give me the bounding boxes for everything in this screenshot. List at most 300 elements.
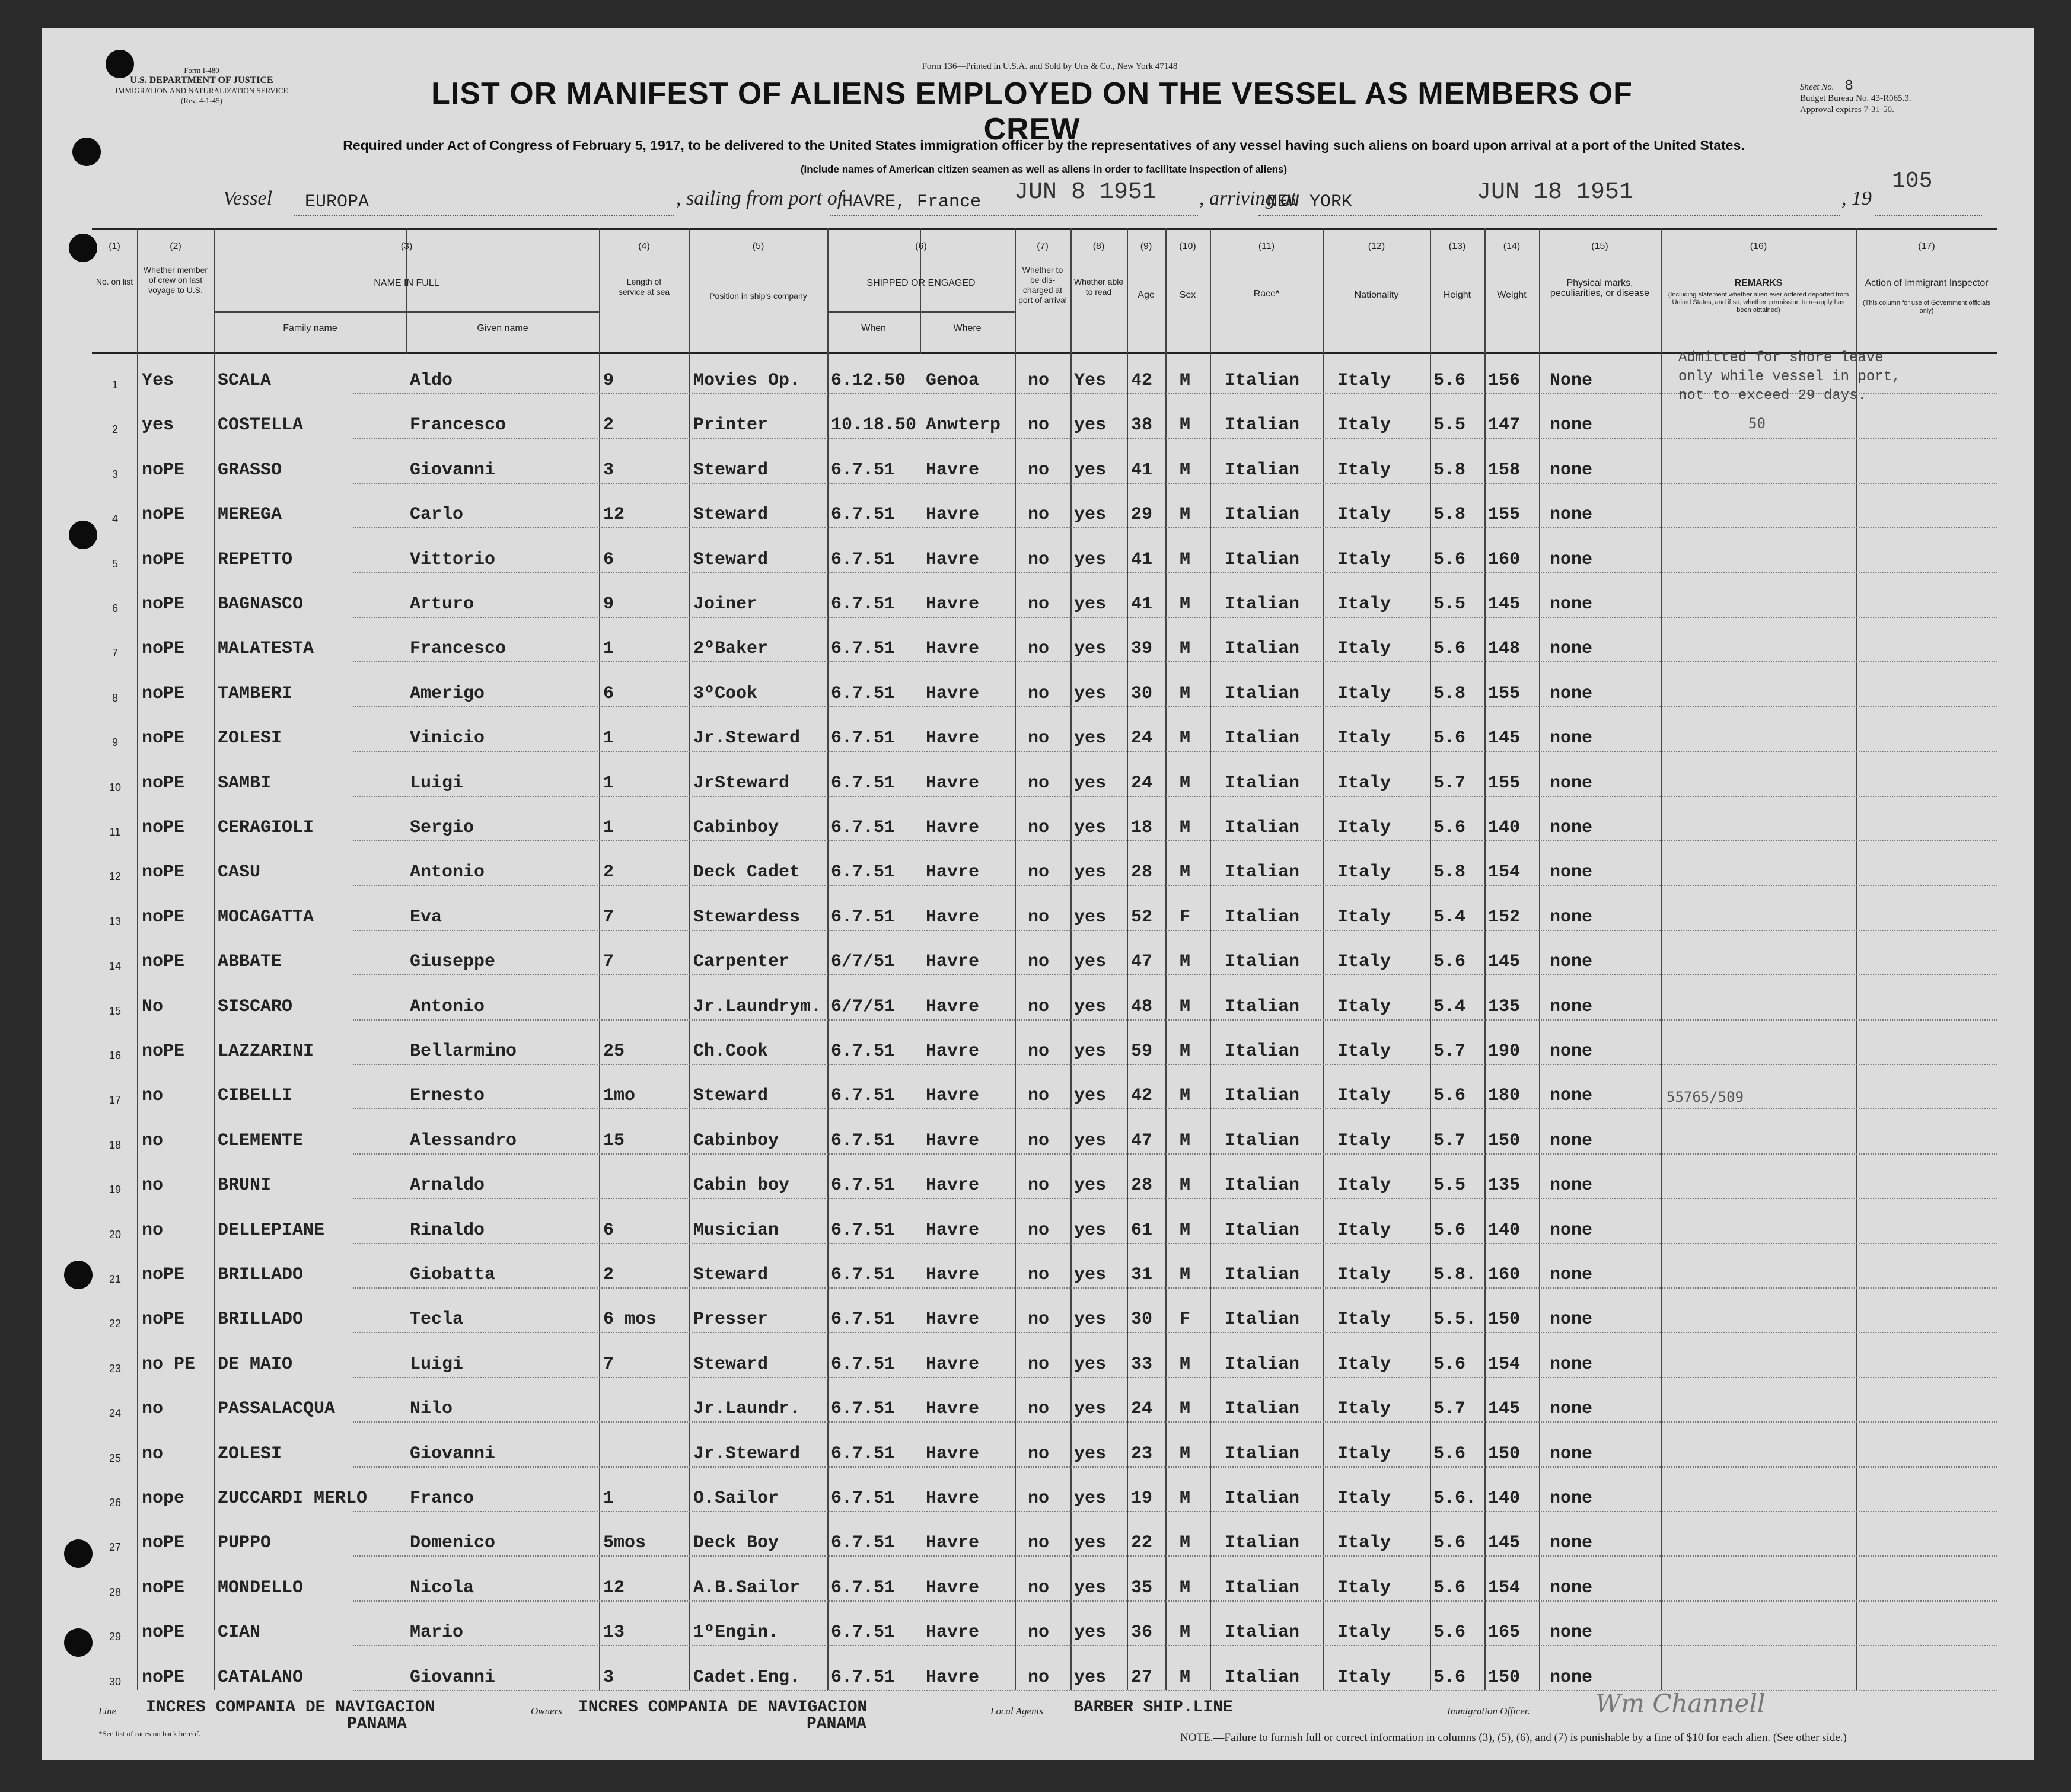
row-number: 15 (109, 1005, 122, 1017)
col-number: (1) (109, 241, 120, 251)
cell-where: Havre (926, 1220, 980, 1241)
cell-prev: no (142, 1130, 164, 1151)
cell-weight: 150 (1488, 1443, 1521, 1464)
cell-marks: none (1550, 639, 1593, 659)
cell-where: Havre (926, 1577, 980, 1598)
cell-weight: 154 (1488, 1577, 1521, 1598)
cell-race: Italian (1225, 1265, 1300, 1285)
inspector-signature: Wm Channell (1595, 1689, 1766, 1718)
cell-given: Giobatta (410, 1265, 496, 1285)
cell-age: 47 (1131, 952, 1153, 972)
cell-height: 5.6. (1433, 1488, 1477, 1509)
cell-weight: 140 (1488, 1488, 1521, 1509)
cell-given: Domenico (410, 1533, 496, 1554)
cell-marks: none (1550, 415, 1593, 436)
cell-read: yes (1074, 773, 1107, 793)
cell-weight: 155 (1488, 773, 1521, 793)
col-age: Age (1138, 290, 1155, 300)
cell-nat: Italy (1337, 1220, 1391, 1241)
cell-given: Tecla (410, 1309, 464, 1330)
cell-height: 5.5. (1433, 1309, 1477, 1330)
cell-disch: no (1028, 415, 1050, 436)
cell-given: Vinicio (410, 728, 485, 749)
cell-height: 5.6 (1433, 952, 1466, 972)
cell-read: yes (1074, 639, 1107, 659)
cell-read: yes (1074, 505, 1107, 525)
table-row (92, 1606, 1997, 1651)
cell-position: Printer (693, 415, 769, 436)
cell-when: 6.7.51 (831, 1041, 896, 1061)
cell-when: 6.7.51 (831, 1086, 896, 1107)
col-number: (8) (1092, 241, 1105, 251)
cell-age: 36 (1131, 1622, 1153, 1643)
table-row (92, 1561, 1997, 1606)
fine-note: NOTE.—Failure to furnish full or correct information in columns (3), (5), (6), and (7) is punishable by a fine of $10 for each alien. (See other side.) (1180, 1732, 1847, 1744)
cell-when: 6.7.51 (831, 1354, 896, 1375)
cell-nat: Italy (1337, 1533, 1391, 1554)
col-length-of-service: Length of service at sea (618, 277, 670, 296)
cell-service: 1 (603, 639, 614, 659)
cell-race: Italian (1225, 1041, 1300, 1061)
cell-read: yes (1074, 907, 1107, 927)
cell-family: ZOLESI (218, 728, 282, 749)
cell-service: 2 (603, 1265, 614, 1285)
cell-family: PASSALACQUA (218, 1399, 336, 1420)
cell-marks: none (1550, 1220, 1593, 1241)
cell-age: 23 (1131, 1443, 1153, 1464)
cell-disch: no (1028, 996, 1050, 1017)
cell-height: 5.6 (1433, 371, 1466, 391)
cell-where: Genoa (926, 371, 980, 391)
cell-given: Sergio (410, 818, 474, 838)
cell-age: 42 (1131, 371, 1153, 391)
col-number: (12) (1368, 241, 1385, 251)
cell-read: yes (1074, 1265, 1107, 1285)
line-value: INCRES COMPANIA DE NAVIGACION (146, 1698, 435, 1717)
cell-height: 5.6 (1433, 639, 1466, 659)
cell-service: 7 (603, 1354, 614, 1375)
cell-position: Steward (693, 1354, 769, 1375)
cell-read: yes (1074, 1086, 1107, 1107)
cell-disch: no (1028, 549, 1050, 570)
cell-when: 6.7.51 (831, 594, 896, 614)
cell-prev: noPE (142, 818, 185, 838)
cell-race: Italian (1225, 1577, 1300, 1598)
cell-disch: no (1028, 1175, 1050, 1196)
cell-nat: Italy (1337, 1622, 1391, 1643)
table-row (92, 1338, 1997, 1383)
col-nationality: Nationality (1354, 290, 1399, 300)
cell-disch: no (1028, 1130, 1050, 1151)
cell-prev: noPE (142, 1667, 185, 1688)
row-number: 20 (109, 1228, 122, 1241)
cell-disch: no (1028, 371, 1050, 391)
col-remarks: REMARKS (1734, 278, 1783, 288)
cell-race: Italian (1225, 996, 1300, 1017)
col-number: (15) (1591, 241, 1608, 251)
cell-position: Jr.Steward (693, 728, 801, 749)
cell-age: 48 (1131, 996, 1153, 1017)
cell-sex: M (1180, 1130, 1191, 1151)
cell-family: MOCAGATTA (218, 907, 314, 927)
cell-given: Rinaldo (410, 1220, 485, 1241)
cell-race: Italian (1225, 1354, 1300, 1375)
cell-prev: no (142, 1399, 164, 1420)
cell-position: Carpenter (693, 952, 790, 972)
cell-service: 1 (603, 728, 614, 749)
cell-disch: no (1028, 1265, 1050, 1285)
cell-age: 31 (1131, 1265, 1153, 1285)
cell-race: Italian (1225, 1443, 1300, 1464)
owners-label: Owners (531, 1705, 562, 1717)
cell-service: 2 (603, 415, 614, 436)
cell-given: Carlo (410, 505, 464, 525)
cell-age: 24 (1131, 1399, 1153, 1420)
table-row (92, 935, 1997, 980)
cell-prev: noPE (142, 460, 185, 480)
col-sex: Sex (1179, 290, 1196, 300)
cell-weight: 135 (1488, 996, 1521, 1017)
cell-race: Italian (1225, 1622, 1300, 1643)
cell-race: Italian (1225, 773, 1300, 793)
cell-position: Cadet.Eng. (693, 1667, 801, 1688)
cell-service: 3 (603, 1667, 614, 1688)
cell-sex: M (1180, 1667, 1191, 1688)
cell-sex: M (1180, 1265, 1191, 1285)
cell-disch: no (1028, 1399, 1050, 1420)
cell-marks: none (1550, 952, 1593, 972)
cell-prev: noPE (142, 952, 185, 972)
cell-sex: M (1180, 1086, 1191, 1107)
cell-service: 5mos (603, 1533, 646, 1554)
cell-family: SAMBI (218, 773, 272, 793)
cell-height: 5.6 (1433, 1443, 1466, 1464)
arrival-date-stamp: JUN 18 1951 (1477, 179, 1634, 206)
cell-prev: noPE (142, 639, 185, 659)
remarks-note: Admitted for shore leave only while vessel in port, not to exceed 29 days. (1678, 350, 1901, 404)
cell-where: Havre (926, 549, 980, 570)
cell-where: Havre (926, 1265, 980, 1285)
cell-race: Italian (1225, 818, 1300, 838)
cell-height: 5.7 (1433, 1041, 1466, 1061)
requirement-text: Required under Act of Congress of February 5, 1917, to be delivered to the United States immigration officer by the representatives of any vessel having such aliens on board upon arrival at a port of the United States. (343, 138, 1745, 153)
table-row (92, 891, 1997, 936)
cell-age: 47 (1131, 1130, 1153, 1151)
cell-height: 5.6 (1433, 1354, 1466, 1375)
cell-read: yes (1074, 1220, 1107, 1241)
cell-marks: none (1550, 505, 1593, 525)
table-row (92, 1516, 1997, 1561)
cell-race: Italian (1225, 728, 1300, 749)
cell-when: 6.7.51 (831, 1622, 896, 1643)
cell-marks: none (1550, 1309, 1593, 1330)
col-inspector-subtext: (This column for use of Government officials only) (1863, 299, 1990, 314)
cell-position: Jr.Laundr. (693, 1399, 801, 1420)
cell-prev: no (142, 1086, 164, 1107)
cell-where: Havre (926, 460, 980, 480)
cell-sex: M (1180, 460, 1191, 480)
col-number: (14) (1503, 241, 1521, 251)
cell-age: 28 (1131, 1175, 1153, 1196)
cell-sex: M (1180, 505, 1191, 525)
col-position: Position in ship's company (709, 291, 807, 301)
row-number: 14 (109, 960, 122, 972)
col-number: (16) (1750, 241, 1767, 251)
cell-race: Italian (1225, 1130, 1300, 1151)
cell-when: 6.7.51 (831, 505, 896, 525)
col-number: (7) (1037, 241, 1049, 251)
budget-bureau: Budget Bureau No. 43-R065.3. (1800, 94, 1911, 103)
sheet-info (1800, 78, 1978, 116)
cell-where: Havre (926, 1443, 980, 1464)
cell-where: Havre (926, 1399, 980, 1420)
cell-position: Presser (693, 1309, 769, 1330)
cell-marks: none (1550, 1086, 1593, 1107)
crew-manifest-table (92, 228, 1997, 1690)
departure-date-stamp: JUN 8 1951 (1014, 179, 1157, 206)
cell-nat: Italy (1337, 1175, 1391, 1196)
cell-disch: no (1028, 1577, 1050, 1598)
cell-sex: M (1180, 1220, 1191, 1241)
cell-where: Havre (926, 818, 980, 838)
cell-family: MONDELLO (218, 1577, 304, 1598)
row-number: 21 (109, 1273, 122, 1285)
cell-age: 24 (1131, 773, 1153, 793)
cell-weight: 158 (1488, 460, 1521, 480)
row-number: 27 (109, 1541, 122, 1554)
cell-given: Giovanni (410, 1667, 496, 1688)
col-no-on-list: No. on list (95, 277, 133, 286)
cell-read: yes (1074, 996, 1107, 1017)
row-number: 10 (109, 781, 122, 793)
row-number: 22 (109, 1318, 122, 1330)
table-row (92, 1472, 1997, 1517)
table-row (92, 801, 1997, 846)
cell-race: Italian (1225, 460, 1300, 480)
cell-race: Italian (1225, 1399, 1300, 1420)
form-id: Form I-480 (184, 66, 219, 75)
cell-service: 6 (603, 683, 614, 704)
cell-where: Havre (926, 505, 980, 525)
cell-weight: 154 (1488, 1354, 1521, 1375)
cell-service: 2 (603, 862, 614, 883)
cell-prev: No (142, 996, 164, 1017)
cell-given: Francesco (410, 639, 506, 659)
cell-marks: none (1550, 728, 1593, 749)
cell-sex: M (1180, 1488, 1191, 1509)
cell-disch: no (1028, 1667, 1050, 1688)
cell-prev: noPE (142, 1533, 185, 1554)
cell-weight: 160 (1488, 549, 1521, 570)
cell-given: Vittorio (410, 549, 496, 570)
cell-read: Yes (1074, 371, 1107, 391)
cell-disch: no (1028, 1354, 1050, 1375)
cell-disch: no (1028, 594, 1050, 614)
cell-nat: Italy (1337, 728, 1391, 749)
cell-height: 5.8 (1433, 683, 1466, 704)
cell-where: Havre (926, 639, 980, 659)
cell-when: 6.7.51 (831, 1265, 896, 1285)
row-number: 26 (109, 1497, 122, 1509)
table-row (92, 667, 1997, 712)
cell-when: 6.7.51 (831, 1309, 896, 1330)
cell-disch: no (1028, 1041, 1050, 1061)
col-name-in-full: NAME IN FULL (374, 278, 439, 288)
cell-sex: M (1180, 415, 1191, 436)
cell-nat: Italy (1337, 1309, 1391, 1330)
cell-sex: M (1180, 683, 1191, 704)
cell-read: yes (1074, 1443, 1107, 1464)
cell-service: 1 (603, 773, 614, 793)
cell-family: ZOLESI (218, 1443, 282, 1464)
cell-disch: no (1028, 1309, 1050, 1330)
cell-prev: no PE (142, 1354, 196, 1375)
col-shipped-or-engaged: SHIPPED OR ENGAGED (866, 278, 976, 288)
cell-position: 3ºCook (693, 683, 758, 704)
cell-when: 6.7.51 (831, 549, 896, 570)
cell-prev: no (142, 1443, 164, 1464)
cell-marks: none (1550, 862, 1593, 883)
cell-nat: Italy (1337, 371, 1391, 391)
cell-position: Deck Boy (693, 1533, 779, 1554)
cell-read: yes (1074, 1577, 1107, 1598)
cell-read: yes (1074, 683, 1107, 704)
cell-weight: 145 (1488, 952, 1521, 972)
cell-given: Alessandro (410, 1130, 517, 1151)
cell-family: GRASSO (218, 460, 282, 480)
cell-prev: noPE (142, 594, 185, 614)
cell-family: CIBELLI (218, 1086, 293, 1107)
remarks-mark: 50 (1748, 415, 1766, 432)
cell-service: 7 (603, 952, 614, 972)
cell-age: 42 (1131, 1086, 1153, 1107)
cell-read: yes (1074, 1175, 1107, 1196)
cell-weight: 140 (1488, 818, 1521, 838)
col-number: (6) (915, 241, 927, 251)
table-row (92, 757, 1997, 802)
cell-sex: M (1180, 862, 1191, 883)
cell-sex: F (1180, 1309, 1191, 1330)
cell-sex: M (1180, 371, 1191, 391)
cell-age: 29 (1131, 505, 1153, 525)
cell-read: yes (1074, 728, 1107, 749)
cell-weight: 180 (1488, 1086, 1521, 1107)
cell-when: 6.7.51 (831, 773, 896, 793)
cell-given: Eva (410, 907, 442, 927)
cell-when: 6.7.51 (831, 1399, 896, 1420)
cell-disch: no (1028, 862, 1050, 883)
arriving-label: , arriving at (1199, 187, 1296, 209)
cell-family: CASU (218, 862, 261, 883)
cell-where: Havre (926, 996, 980, 1017)
col-given-name: Given name (477, 323, 528, 333)
cell-family: MALATESTA (218, 639, 314, 659)
table-row (92, 1025, 1997, 1070)
table-row (92, 1114, 1997, 1159)
cell-nat: Italy (1337, 415, 1391, 436)
cell-race: Italian (1225, 371, 1300, 391)
cell-prev: Yes (142, 371, 174, 391)
cell-when: 6.7.51 (831, 1533, 896, 1554)
line-label: Line (98, 1705, 117, 1717)
cell-height: 5.6 (1433, 1667, 1466, 1688)
cell-nat: Italy (1337, 1130, 1391, 1151)
cell-sex: M (1180, 728, 1191, 749)
cell-weight: 165 (1488, 1622, 1521, 1643)
cell-race: Italian (1225, 549, 1300, 570)
races-note: *See list of races on back hereof. (98, 1729, 201, 1738)
cell-disch: no (1028, 460, 1050, 480)
cell-family: BRILLADO (218, 1309, 304, 1330)
cell-when: 6/7/51 (831, 996, 896, 1017)
cell-prev: noPE (142, 1622, 185, 1643)
cell-nat: Italy (1337, 996, 1391, 1017)
cell-marks: none (1550, 1577, 1593, 1598)
cell-sex: F (1180, 907, 1191, 927)
vessel-label: Vessel (223, 187, 273, 209)
cell-marks: none (1550, 1354, 1593, 1375)
cell-prev: noPE (142, 862, 185, 883)
cell-position: Musician (693, 1220, 779, 1241)
cell-where: Havre (926, 862, 980, 883)
cell-service: 7 (603, 907, 614, 927)
row-number: 4 (111, 513, 118, 525)
cell-nat: Italy (1337, 818, 1391, 838)
cell-nat: Italy (1337, 862, 1391, 883)
cell-age: 41 (1131, 594, 1153, 614)
cell-prev: noPE (142, 505, 185, 525)
col-number: (2) (170, 241, 181, 251)
cell-marks: none (1550, 1041, 1593, 1061)
cell-prev: noPE (142, 683, 185, 704)
cell-height: 5.6 (1433, 728, 1466, 749)
row-number: 3 (111, 468, 118, 480)
cell-where: Havre (926, 1354, 980, 1375)
cell-nat: Italy (1337, 1577, 1391, 1598)
cell-service: 12 (603, 1577, 625, 1598)
cell-disch: no (1028, 952, 1050, 972)
cell-disch: no (1028, 683, 1050, 704)
cell-race: Italian (1225, 1175, 1300, 1196)
cell-prev: noPE (142, 773, 185, 793)
cell-family: LAZZARINI (218, 1041, 314, 1061)
cell-weight: 150 (1488, 1130, 1521, 1151)
col-height: Height (1443, 290, 1471, 300)
cell-prev: no (142, 1220, 164, 1241)
cell-height: 5.8 (1433, 505, 1466, 525)
cell-service: 12 (603, 505, 625, 525)
cell-read: yes (1074, 1399, 1107, 1420)
row-number: 17 (109, 1094, 122, 1107)
cell-read: yes (1074, 1488, 1107, 1509)
remarks-code: 55765/509 (1667, 1089, 1744, 1105)
table-row (92, 846, 1997, 891)
cell-height: 5.7 (1433, 1130, 1466, 1151)
row-number: 16 (109, 1050, 122, 1061)
cell-race: Italian (1225, 683, 1300, 704)
cell-race: Italian (1225, 1533, 1300, 1554)
cell-when: 6.7.51 (831, 728, 896, 749)
cell-race: Italian (1225, 594, 1300, 614)
cell-given: Francesco (410, 415, 506, 436)
cell-when: 6.12.50 (831, 371, 906, 391)
cell-read: yes (1074, 1622, 1107, 1643)
cell-read: yes (1074, 1130, 1107, 1151)
cell-weight: 156 (1488, 371, 1521, 391)
cell-prev: noPE (142, 549, 185, 570)
cell-service: 6 (603, 1220, 614, 1241)
cell-family: DELLEPIANE (218, 1220, 325, 1241)
